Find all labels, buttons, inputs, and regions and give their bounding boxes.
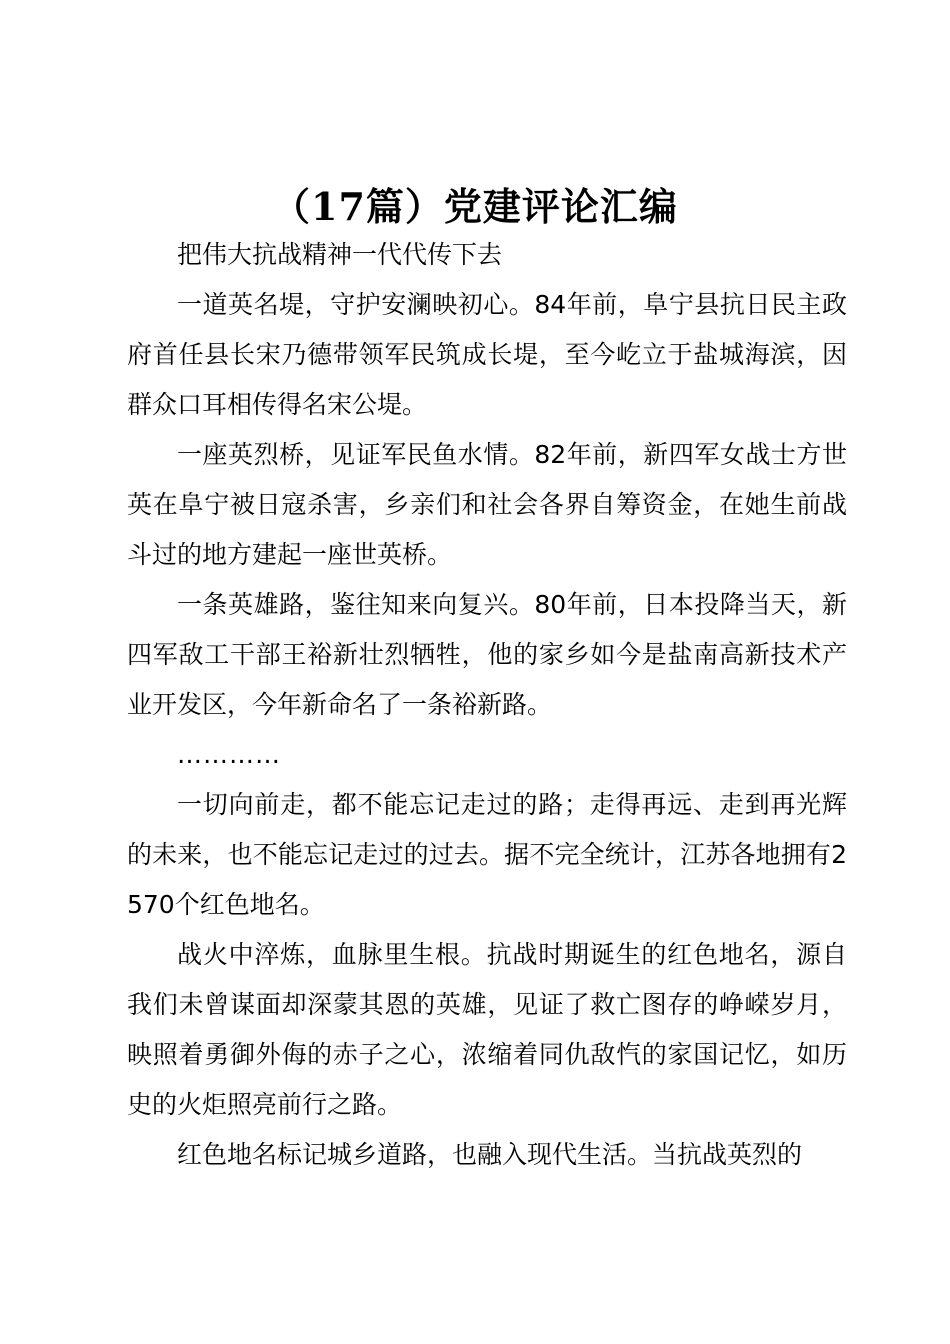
article-subtitle: 把伟大抗战精神一代代传下去 [177, 240, 503, 269]
paragraph: 一条英雄路，鉴往知来向复兴。80年前，日本投降当天，新四军敌工干部王裕新壮烈牺牲，他的家乡如今是盐南高新技术产业开发区，今年新命名了一条裕新路。 [127, 590, 847, 719]
paragraph: 一座英烈桥，见证军民鱼水情。82年前，新四军女战士方世英在阜宁被日寇杀害，乡亲们和社会各界自筹资金，在她生前战斗过的地方建起一座世英桥。 [127, 440, 847, 569]
paragraph: 红色地名标记城乡道路，也融入现代生活。当抗战英烈的 [177, 1140, 803, 1169]
document-body [127, 230, 847, 1180]
document-title: （17篇）党建评论汇编 [272, 184, 678, 229]
paragraph: 一切向前走，都不能忘记走过的路；走得再远、走到再光辉的未来，也不能忘记走过的过去。据不完全统计，江苏各地拥有2570个红色地名。 [127, 790, 847, 919]
paragraph: 一道英名堤，守护安澜映初心。84年前，阜宁县抗日民主政府首任县长宋乃德带领军民筑成长堤，至今屹立于盐城海滨，因群众口耳相传得名宋公堤。 [127, 290, 847, 419]
paragraph: 战火中淬炼，血脉里生根。抗战时期诞生的红色地名，源自我们未曾谋面却深蒙其恩的英雄，见证了救亡图存的峥嵘岁月，映照着勇御外侮的赤子之心，浓缩着同仇敌忾的家国记忆，如历史的火炬照亮前行之路。 [127, 940, 847, 1119]
ellipsis-separator: ………… [177, 740, 281, 769]
